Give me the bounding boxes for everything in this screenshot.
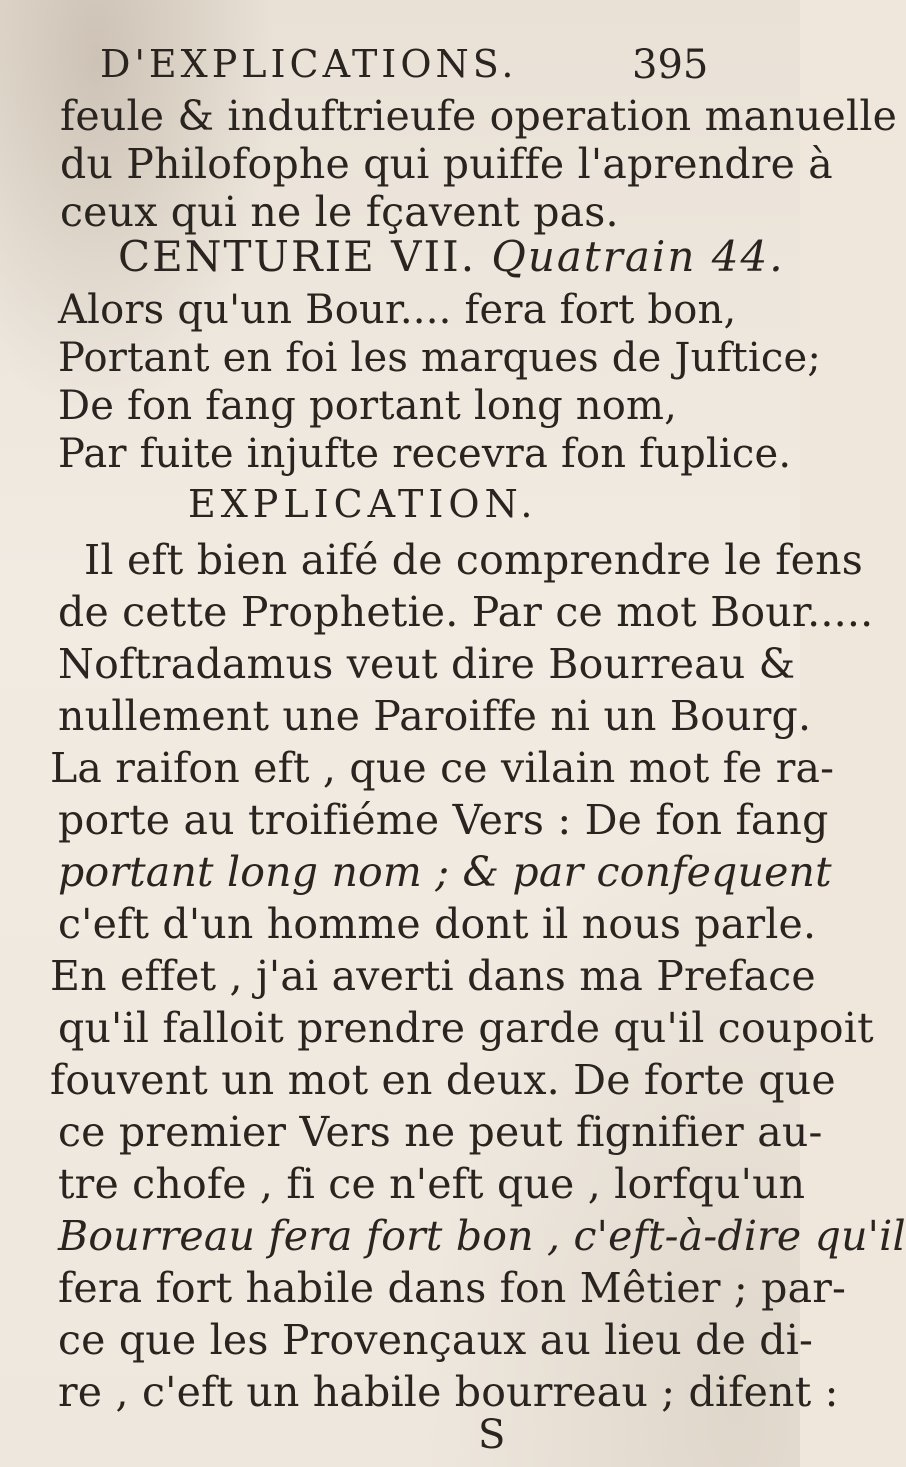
body-line: Il eft bien aifé de comprendre le fens	[84, 536, 863, 584]
intro-line: du Philofophe qui puiffe l'aprendre à	[60, 140, 833, 188]
quatrain-line: Alors qu'un Bour.... fera fort bon,	[58, 287, 737, 333]
signature-mark: S	[478, 1412, 506, 1458]
quatrain-label: Quatrain 44.	[491, 232, 785, 281]
century-label: CENTURIE VII.	[118, 232, 477, 281]
body-line: nullement une Paroiffe ni un Bourg.	[58, 692, 812, 740]
quatrain-line: Portant en foi les marques de Juftice;	[58, 335, 822, 381]
body-line: ce premier Vers ne peut fignifier au-	[58, 1108, 823, 1156]
body-line: tre chofe , fi ce n'eft que , lorfqu'un	[58, 1160, 806, 1208]
section-heading	[118, 232, 785, 281]
body-line: portant long nom ; & par confequent	[58, 848, 832, 896]
body-line: porte au troifiéme Vers : De fon fang	[58, 796, 829, 844]
body-line: En effet , j'ai averti dans ma Preface	[50, 952, 816, 1000]
body-line: qu'il falloit prendre garde qu'il coupoit	[58, 1004, 874, 1052]
body-line: re , c'eft un habile bourreau ; difent :	[58, 1368, 839, 1416]
explication-heading: EXPLICATION.	[188, 482, 538, 526]
body-line: c'eft d'un homme dont il nous parle.	[58, 900, 817, 948]
body-line: Bourreau fera fort bon , c'eft-à-dire qu'il	[58, 1212, 906, 1260]
body-line: fera fort habile dans fon Mêtier ; par-	[58, 1264, 847, 1312]
quatrain-line: De fon fang portant long nom,	[58, 383, 678, 429]
running-title: D'EXPLICATIONS.	[100, 42, 518, 86]
page-number: 395	[632, 42, 709, 88]
quatrain-line: Par fuite injufte recevra fon fuplice.	[58, 431, 792, 477]
body-line: Noftradamus veut dire Bourreau &	[58, 640, 796, 688]
body-line: de cette Prophetie. Par ce mot Bour.....	[58, 588, 874, 636]
intro-line: ceux qui ne le fçavent pas.	[60, 188, 619, 236]
body-line: ce que les Provençaux au lieu de di-	[58, 1316, 814, 1364]
body-line: fouvent un mot en deux. De forte que	[50, 1056, 836, 1104]
intro-line: feule & induftrieufe operation manuelle	[60, 92, 898, 140]
body-line: La raifon eft , que ce vilain mot fe ra-	[50, 744, 835, 792]
